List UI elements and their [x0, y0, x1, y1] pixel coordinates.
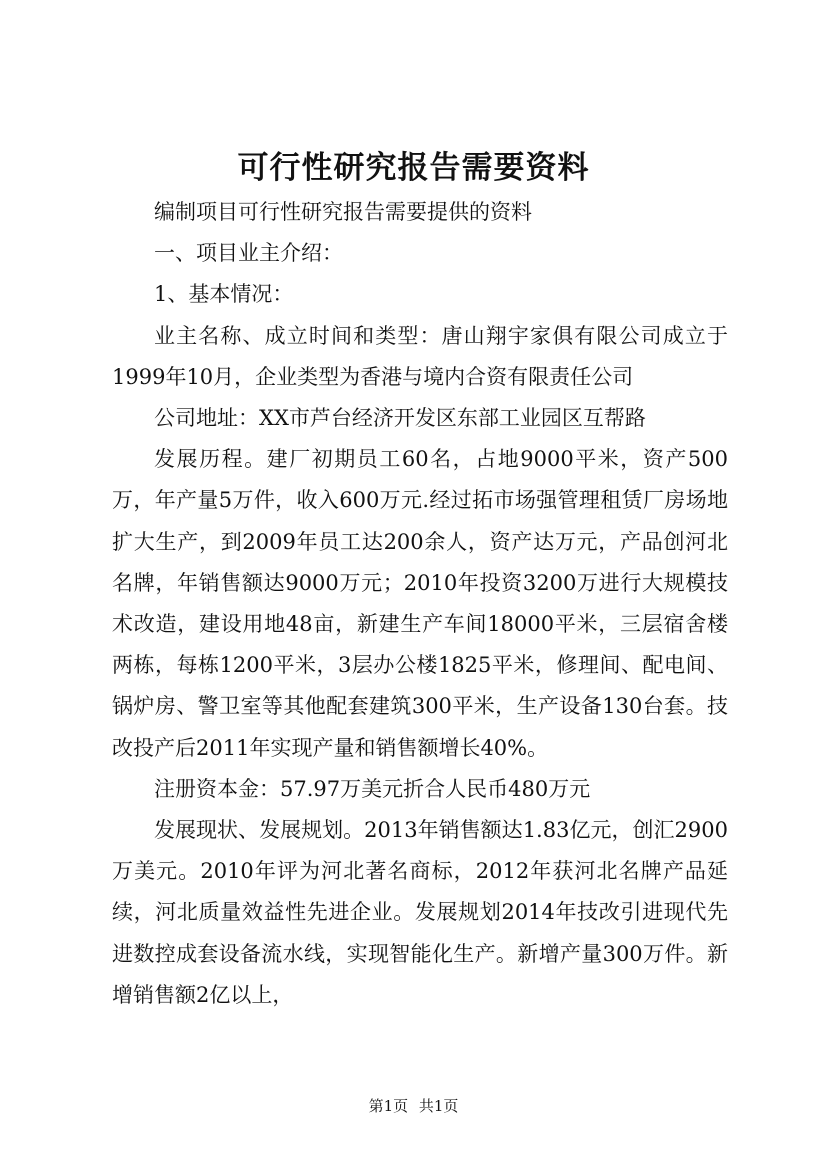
document-title: 可行性研究报告需要资料 [237, 150, 590, 186]
paragraph-capital: 注册资本金：57.97万美元折合人民币480万元 [154, 776, 591, 801]
paragraph-status-plan: 发展现状、发展规划。2013年销售额达1.83亿元，创汇2900万美元。2010年评为河北著名商标，2012年获河北名牌产品延续，河北质量效益性先进企业。发展规划2014年技改引进现代先进数控成套设备流水线，实现智能化生产。新增产量300万件。新增销售额2亿以上， [112, 818, 728, 1007]
paragraph-intro: 编制项目可行性研究报告需要提供的资料 [154, 200, 532, 224]
page-footer [0, 1095, 827, 1117]
paragraph-subsection-heading: 1、基本情况： [154, 282, 294, 307]
page-number: 第1页 [368, 1097, 409, 1115]
page-total: 共1页 [418, 1097, 459, 1115]
paragraph-address: 公司地址：XX市芦台经济开发区东部工业园区互帮路 [154, 406, 646, 431]
paragraph-history: 发展历程。建厂初期员工60名，占地9000平米，资产500万，年产量5万件，收入600万元.经过拓市场强管理租赁厂房场地扩大生产，到2009年员工达200余人，资产达万元，产品创河北名牌，年销售额达9000万元；2010年投资3200万进行大规模技术改造，建设用地48亩，新建生产车间18000平米，三层宿舍楼两栋，每栋1200平米，3层办公楼1825平米，修理间、配电间、锅炉房、警卫室等其他配套建筑300平米，生产设备130台套。技改投产后2011年实现产量和销售额增长40%。 [112, 447, 728, 760]
paragraph-section-heading: 一、项目业主介绍： [154, 241, 343, 266]
document-body [112, 192, 728, 1016]
paragraph-owner-info: 业主名称、成立时间和类型：唐山翔宇家俱有限公司成立于1999年10月，企业类型为香港与境内合资有限责任公司 [112, 323, 728, 389]
